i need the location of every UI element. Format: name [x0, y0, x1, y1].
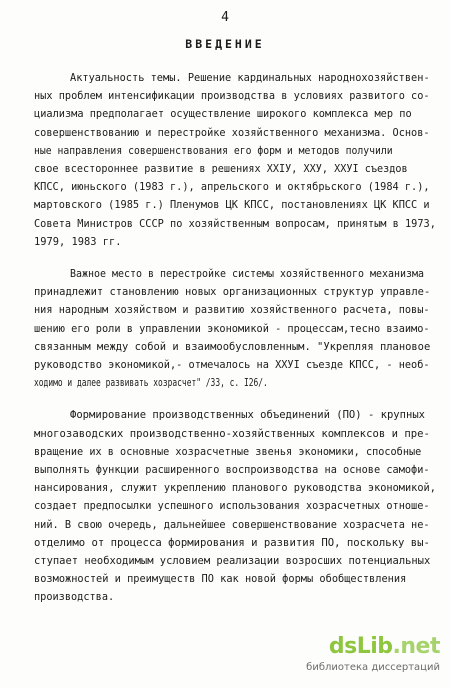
logo-main: dsLib [328, 634, 393, 659]
text-line: ных проблем интенсификации производства в условиях развитого со- [34, 90, 430, 103]
text-line: возможностей и преимуществ ПО как новой формы обобществления [34, 573, 407, 586]
text-line: многозаводских производственно-хозяйственных комплексов и пре- [34, 427, 430, 440]
text-line: руководство экономикой,- отмечалось на XXУI съезде КПСС, - необ- [34, 359, 430, 371]
text-line: Актуальность темы. Решение кардинальных народнохозяйствен- [70, 72, 430, 84]
text-line: КПСС, июньского (1983 г.), апрельского и октябрьского (1984 г.), [34, 181, 430, 194]
section-heading: ВВЕДЕНИЕ [185, 37, 265, 51]
text-line: производства. [34, 591, 115, 604]
watermark-subtitle: библиотека диссертаций [306, 662, 440, 673]
logo-ext: .net [392, 634, 440, 659]
text-line: Формирование производственных объединений (ПО) - крупных [70, 409, 426, 422]
dslib-logo [329, 634, 440, 659]
text-line: ний. В свою очередь, дальнейшее совершенствование хозрасчета не- [34, 518, 430, 531]
text-line: нансирования, служит укреплению планового руководства экономикой, [34, 482, 436, 495]
text-line: отделимо от процесса формирования и развития ПО, поскольку вы- [34, 536, 430, 549]
text-line: вращение их в основные хозрасчетные звенья экономики, способные [34, 445, 422, 458]
text-line: принадлежит становлению новых организационных структур управле- [34, 286, 431, 299]
text-line: создает предпосылки успешного использования хозрасчетных отноше- [34, 500, 430, 513]
text-line: Совета Министров СССР по хозяйственным вопросам, принятым в 1973, [34, 217, 436, 230]
text-line: совершенствованию и перестройке хозяйственного механизма. Основ- [34, 126, 430, 139]
text-line: Важное место в перестройке системы хозяйственного механизма [70, 268, 424, 280]
text-line: ступает необходимым условием реализации возросших потенциальных [34, 555, 431, 567]
text-line: ходимо и далее развивать хозрасчет" /33, с. I26/. [34, 377, 268, 390]
text-line: циализма предполагает осуществление широкого комплекса мер по [34, 108, 412, 121]
text-line: связанным между собой и взаимообусловленным. "Укрепляя плановое [34, 340, 431, 353]
text-line: свое всестороннее развитие в решениях XXIУ, XXУ, XXУI съездов [34, 163, 408, 175]
text-line: ные направления совершенствования его форм и методов получили [34, 144, 393, 157]
watermark [306, 634, 440, 680]
text-line: выполнять функции расширенного воспроизводства на основе самофи- [34, 464, 430, 476]
text-line: ния народным хозяйством и развитию хозяйственного расчета, повы- [34, 304, 430, 317]
text-line: шению его роли в управлении экономикой - процессам,тесно взаимо- [34, 322, 430, 335]
text-line: 1979, 1983 гг. [34, 235, 122, 248]
text-line: мартовского (1985 г.) Пленумов ЦК КПСС, постановлениях ЦК КПСС и [34, 199, 430, 212]
page-number: 4 [221, 10, 229, 25]
